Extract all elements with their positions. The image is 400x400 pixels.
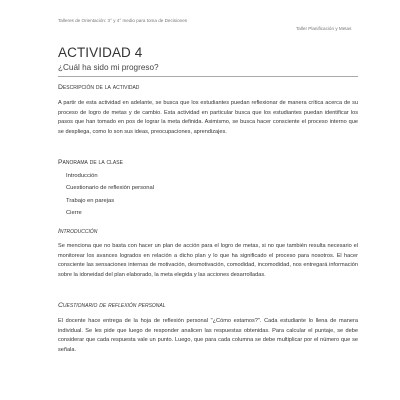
title-divider [58,76,358,77]
introduction-paragraph: Se menciona que no basta con hacer un plan de acción para el logro de metas, si no que también resulta necesario el monitorear los avances logrados en relación a dicho plan y lo que ha significado el proceso para nosotros. El hacer consciente las sensaciones internas de motivación, desmotivación, comodidad, incomodidad, nos entregará información sobre la idoneidad del plan elaborado, la meta elegida y las acciones desarrolladas. [58,243,358,278]
description-heading: Descripción de la actividad [58,84,140,91]
list-item: Cuestionario de reflexión personal [66,185,154,192]
list-item: Introducción [66,173,98,179]
header-workshop-title: Taller Planificación y Metas [296,26,352,31]
overview-heading: Panorama de la clase [58,159,123,166]
introduction-heading: Introducción [58,228,98,235]
list-item: Cierre [66,210,82,217]
activity-title: ACTIVIDAD 4 [58,45,143,60]
list-item: Trabajo en parejas [66,197,115,204]
description-paragraph: A partir de esta actividad en adelante, se busca que los estudiantes puedan reflexionar de manera crítica acerca de su proceso de logro de metas y de cambio. Esta actividad en particular busca que los estudiantes puedan identificar los pasos que han tomado en pos de lograr la meta definida. Asimismo, se busca hacer consciente el proceso interno que se despliega, como lo son sus ideas, preocupaciones, aprendizajes. [58,100,358,135]
header-course-title: Talleres de Orientación: 3° y 4° medio para toma de Decisiones [58,18,188,23]
overview-list [66,173,154,223]
questionnaire-paragraph: El docente hace entrega de la hoja de reflexión personal "¿Cómo estamos?". Cada estudiante lo llena de manera individual. Se les pide que luego de responder analicen las respuestas obtenidas. Para calcular el puntaje, se debe considerar que cada respuesta vale un punto. Luego, que para cada columna se debe multiplicar por el número que se señala. [58,318,358,353]
activity-subtitle: ¿Cuál ha sido mi progreso? [58,63,159,72]
questionnaire-heading: Cuestionario de reflexión personal [58,302,166,309]
